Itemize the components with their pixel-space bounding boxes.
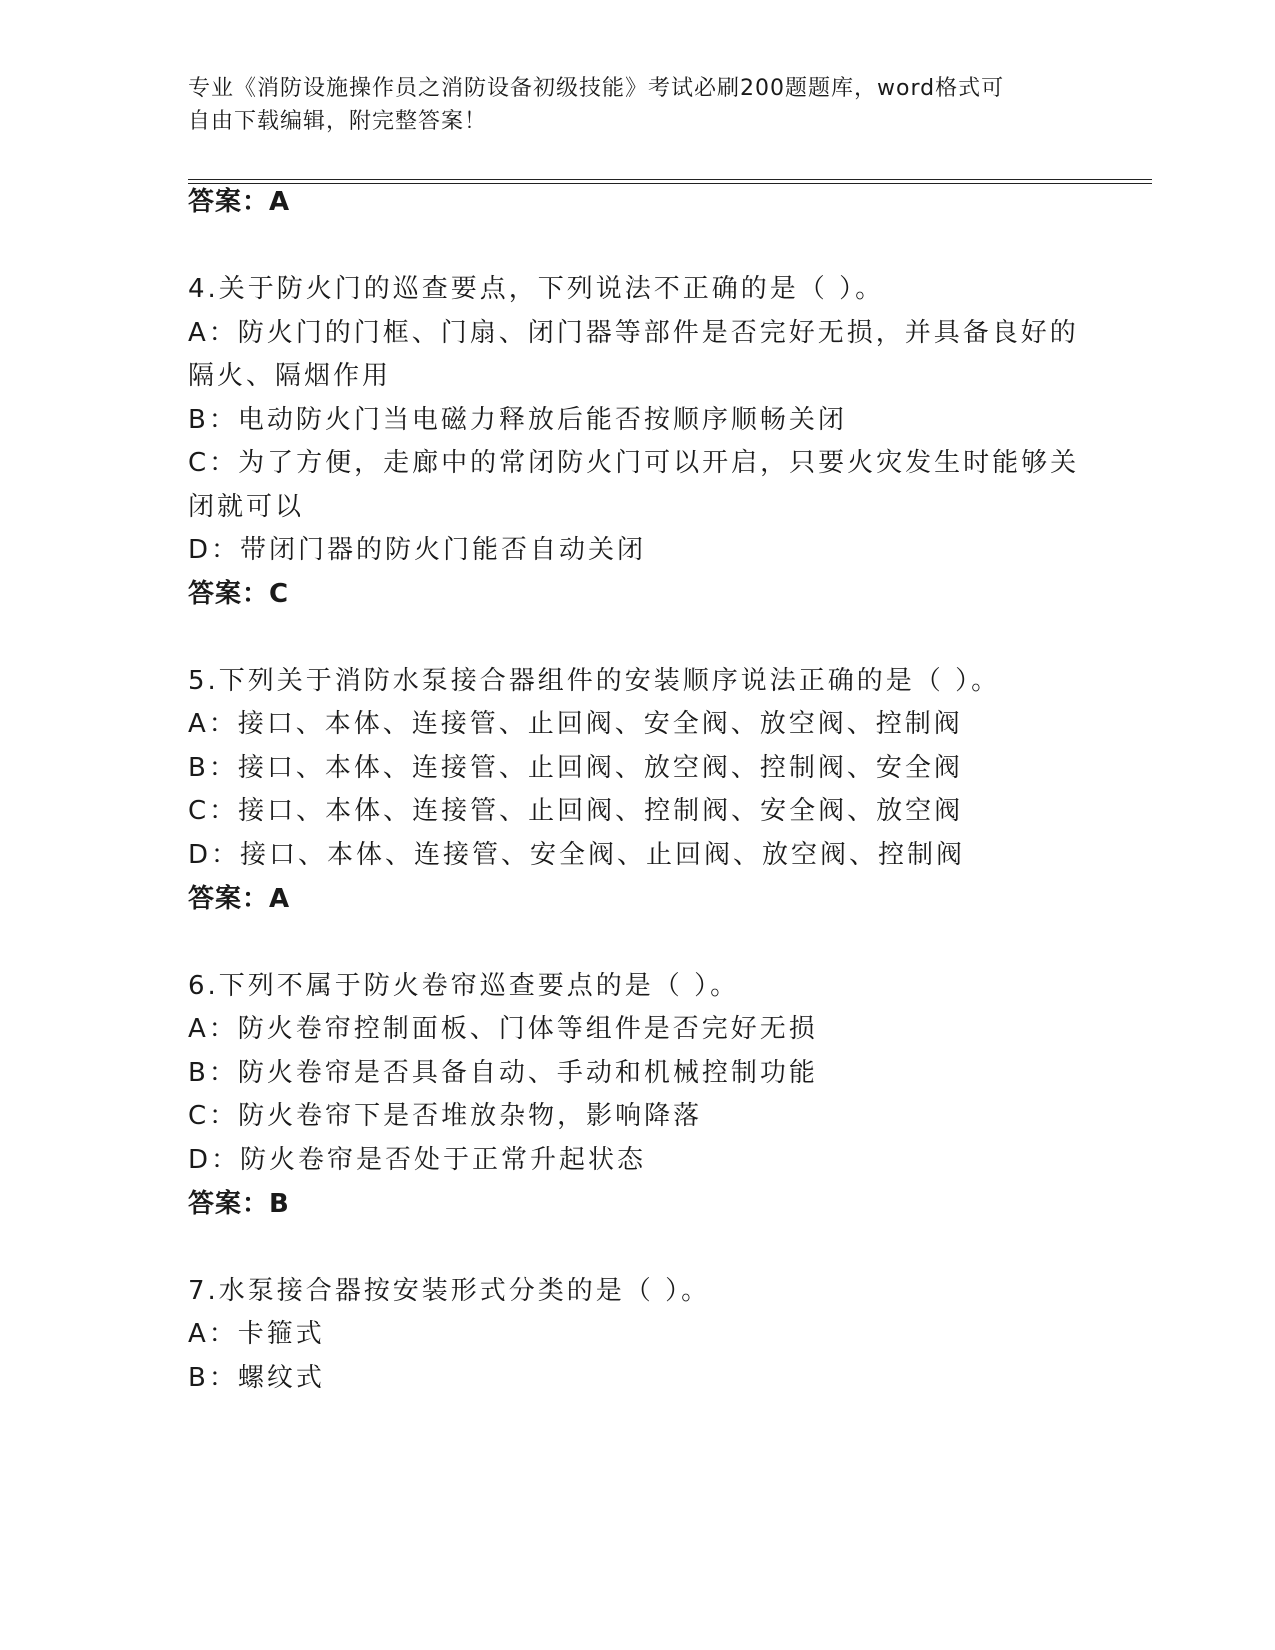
answer-q6: 答案：B xyxy=(188,1189,290,1219)
question-5-stem: 5.下列关于消防水泵接合器组件的安装顺序说法正确的是（ ）。 xyxy=(188,666,1001,696)
question-6-option-a: A：防火卷帘控制面板、门体等组件是否完好无损 xyxy=(188,1014,818,1044)
question-6-option-c: C：防火卷帘下是否堆放杂物，影响降落 xyxy=(188,1101,703,1131)
question-4-option-a: A：防火门的门框、门扇、闭门器等部件是否完好无损，并具备良好的 xyxy=(188,318,1079,348)
answer-q5: 答案：A xyxy=(188,884,291,914)
header-divider-bottom xyxy=(188,183,1152,184)
question-5-option-a: A：接口、本体、连接管、止回阀、安全阀、放空阀、控制阀 xyxy=(188,709,963,739)
question-6-stem: 6.下列不属于防火卷帘巡查要点的是（ ）。 xyxy=(188,971,740,1001)
question-6-option-b: B：防火卷帘是否具备自动、手动和机械控制功能 xyxy=(188,1058,818,1088)
document-header xyxy=(188,72,1088,138)
answer-q3: 答案：A xyxy=(188,187,291,217)
question-4-option-c: C：为了方便，走廊中的常闭防火门可以开启，只要火灾发生时能够关 xyxy=(188,448,1080,478)
question-4-option-c-cont: 闭就可以 xyxy=(188,492,305,522)
question-4-option-a-cont: 隔火、隔烟作用 xyxy=(188,361,392,391)
header-line-2: 自由下载编辑，附完整答案！ xyxy=(188,109,488,134)
question-7-option-a: A：卡箍式 xyxy=(188,1319,325,1349)
question-5-option-d: D：接口、本体、连接管、安全阀、止回阀、放空阀、控制阀 xyxy=(188,840,966,870)
answer-q4: 答案：C xyxy=(188,579,290,609)
question-6-option-d: D：防火卷帘是否处于正常升起状态 xyxy=(188,1145,647,1175)
question-5-option-c: C：接口、本体、连接管、止回阀、控制阀、安全阀、放空阀 xyxy=(188,796,964,826)
question-4-stem: 4.关于防火门的巡查要点，下列说法不正确的是（ ）。 xyxy=(188,274,885,304)
question-7-option-b: B：螺纹式 xyxy=(188,1363,325,1393)
header-divider-top xyxy=(188,179,1152,180)
question-4-option-d: D：带闭门器的防火门能否自动关闭 xyxy=(188,535,647,565)
header-line-1: 专业《消防设施操作员之消防设备初级技能》考试必刷200题题库，word格式可 xyxy=(188,76,1005,101)
question-4-option-b: B：电动防火门当电磁力释放后能否按顺序顺畅关闭 xyxy=(188,405,847,435)
question-5-option-b: B：接口、本体、连接管、止回阀、放空阀、控制阀、安全阀 xyxy=(188,753,963,783)
question-7-stem: 7.水泵接合器按安装形式分类的是（ ）。 xyxy=(188,1276,711,1306)
